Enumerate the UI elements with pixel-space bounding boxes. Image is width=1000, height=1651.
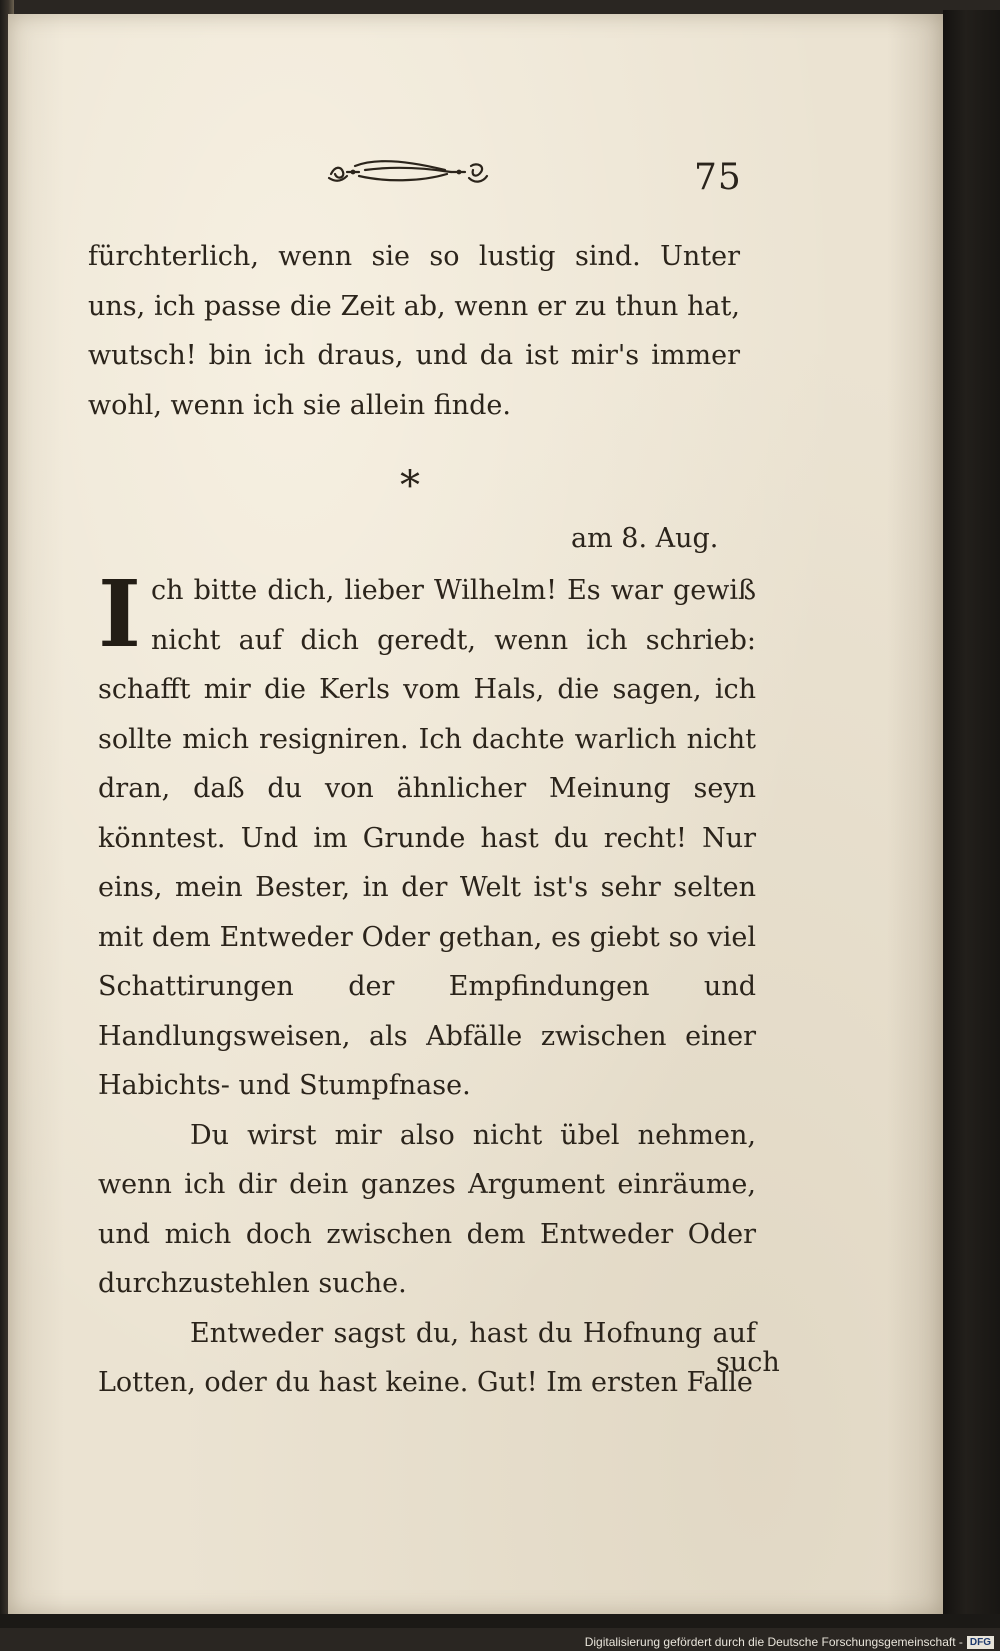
catchword: such (716, 1347, 780, 1378)
letter-paragraph-text: ch bitte dich, lieber Wilhelm! Es war gewiß nicht auf dich geredt, wenn ich schrieb: schafft mir die Kerls vom Hals, die sagen, ich sollte mich resigniren. Ich dachte warlich nicht dran, daß du von ähnlicher Meinung seyn könntest. Und im Grunde hast du recht! Nur eins, mein Bester, in der Welt ist's sehr selten mit dem Entweder Oder gethan, es giebt so viel Schattirungen der Empfindungen und Handlungsweisen, als Abfälle zwischen einer Habichts- und Stumpfnase. (98, 575, 756, 1101)
letter-paragraph: Entweder sagst du, hast du Hofnung auf Lotten, oder du hast keine. Gut! Im ersten Falle (98, 1317, 756, 1398)
footer-credit: Digitalisierung gefördert durch die Deutsche Forschungsgemeinschaft - (584, 1635, 963, 1649)
letter-dateline: am 8. Aug. (571, 523, 719, 554)
star-icon: * (400, 463, 420, 509)
ornament-icon (325, 152, 490, 192)
letter-body (98, 560, 756, 1408)
book-edge-right (943, 10, 1000, 1625)
dfg-logo: DFG (967, 1636, 994, 1649)
continued-paragraph: fürchterlich, wenn sie so lustig sind. Unter uns, ich passe die Zeit ab, wenn er zu thun hat, wutsch! bin ich draus, und da ist mir's immer wohl, wenn ich sie allein finde. (88, 241, 740, 421)
drop-cap-initial: I (98, 560, 142, 668)
scan-bottom-edge (0, 1614, 1000, 1628)
letter-paragraph: Du wirst mir also nicht übel nehmen, wenn ich dir dein ganzes Argument einräume, und mich doch zwischen dem Entweder Oder durchzustehlen suche. (98, 1119, 756, 1299)
digitization-footer (585, 1635, 994, 1649)
page-number: 75 (694, 157, 742, 198)
letter-paragraph (98, 560, 756, 1111)
